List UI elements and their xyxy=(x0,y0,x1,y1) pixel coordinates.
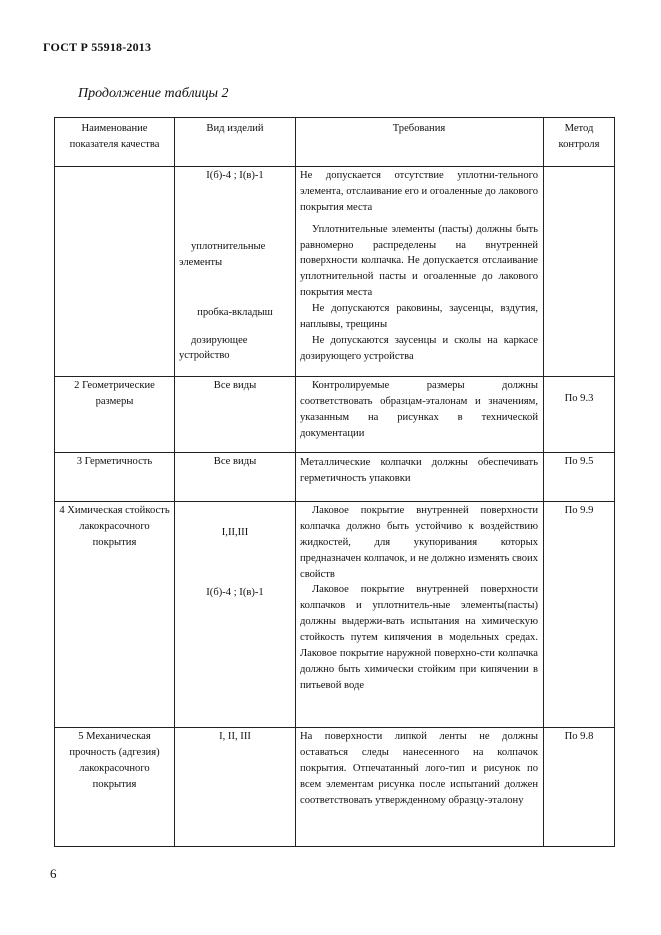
requirements-cell xyxy=(296,502,544,728)
column-header-product-type: Вид изделий xyxy=(175,118,296,167)
table-header-row xyxy=(55,118,615,167)
method-cell: По 9.9 xyxy=(544,502,615,728)
requirement-text: Не допускаются раковины, заусенцы, вздутия, наплывы, трещины xyxy=(300,303,538,331)
table-row xyxy=(55,167,615,377)
requirements-cell xyxy=(296,728,544,847)
table-row xyxy=(55,377,615,453)
requirement-text: Металлические колпачки должны обеспечивать герметичность упаковки xyxy=(300,457,538,484)
requirement-text: Лаковое покрытие внутренней поверхности колпачков и уплотнитель-ные элементы(пасты) должны выдержи-вать испытания на химическую стойкость путем кипячения в модельных средах. Лаковое покрытие наружной поверхно-сти колпачка должно быть химически стойким при кипячении в питьевой воде xyxy=(300,584,538,691)
requirement-text: Контролируемые размеры должны соответствовать образцам-эталонам и значениям, указанным на рисунках в технической документации xyxy=(300,380,538,439)
product-type-cell: I, II, III xyxy=(175,728,296,847)
requirements-table xyxy=(54,117,615,847)
indicator-cell: 4 Химическая стойкость лакокрасочного покрытия xyxy=(55,502,175,728)
method-cell: По 9.8 xyxy=(544,728,615,847)
page-number: 6 xyxy=(50,866,57,881)
product-type: I(б)-4 ; I(в)-1 xyxy=(206,586,264,598)
document-header: ГОСТ Р 55918-2013 xyxy=(43,40,152,54)
column-header-indicator: Наименование показателя качества xyxy=(55,118,175,167)
requirement-text: Уплотнительные элементы (пасты) должны быть равномерно распределены на внутренней поверхности колпачка. Не допускается отслаивание уплотнительной пасты и огоаленные до лакового покрытия места xyxy=(300,223,538,299)
product-type: I(б)-4 ; I(в)-1 xyxy=(206,170,264,181)
requirement-text: Не допускаются заусенцы и сколы на каркасе дозирующего устройства xyxy=(300,334,538,362)
method-cell xyxy=(544,167,615,377)
requirement-text: Не допускается отсутствие уплотни-тельного элемента, отслаивание его и огоаленные до лакового покрытия места xyxy=(300,170,538,213)
product-type: пробка-вкладыш xyxy=(197,306,273,318)
product-type-cell: Все виды xyxy=(175,377,296,453)
table-row xyxy=(55,728,615,847)
indicator-cell xyxy=(55,167,175,377)
column-header-method: Метод контроля xyxy=(544,118,615,167)
requirement-text: Лаковое покрытие внутренней поверхности колпачка должно быть устойчиво к воздействию жидкостей, для укупоривания которых предназначен колпачок, и не должно изменять своих свойств xyxy=(300,505,538,580)
indicator-cell: 3 Герметичность xyxy=(55,453,175,502)
product-type: I,II,III xyxy=(221,527,249,538)
product-type-cell: Все виды xyxy=(175,453,296,502)
product-type-cell xyxy=(175,502,296,728)
requirements-cell xyxy=(296,377,544,453)
product-type: дозирующее устройство xyxy=(179,334,248,362)
table-row xyxy=(55,453,615,502)
indicator-cell: 2 Геометрические размеры xyxy=(55,377,175,453)
table-caption: Продолжение таблицы 2 xyxy=(78,86,229,101)
product-type: уплотнительные элементы xyxy=(179,240,266,268)
table-row xyxy=(55,502,615,728)
requirement-text: На поверхности липкой ленты не должны оставаться следы нанесенного на колпачок покрытия. Отпечатанный лого-тип и рисунок по всем элементам рисунка после испытаний должен соответствовать утвержденному образцу-эталону xyxy=(300,731,538,806)
indicator-cell: 5 Механическая прочность (адгезия) лакокрасочного покрытия xyxy=(55,728,175,847)
requirements-cell xyxy=(296,453,544,502)
method-cell: По 9.3 xyxy=(544,377,615,453)
product-type-cell xyxy=(175,167,296,377)
column-header-requirements: Требования xyxy=(296,118,544,167)
method-cell: По 9.5 xyxy=(544,453,615,502)
requirements-cell xyxy=(296,167,544,377)
